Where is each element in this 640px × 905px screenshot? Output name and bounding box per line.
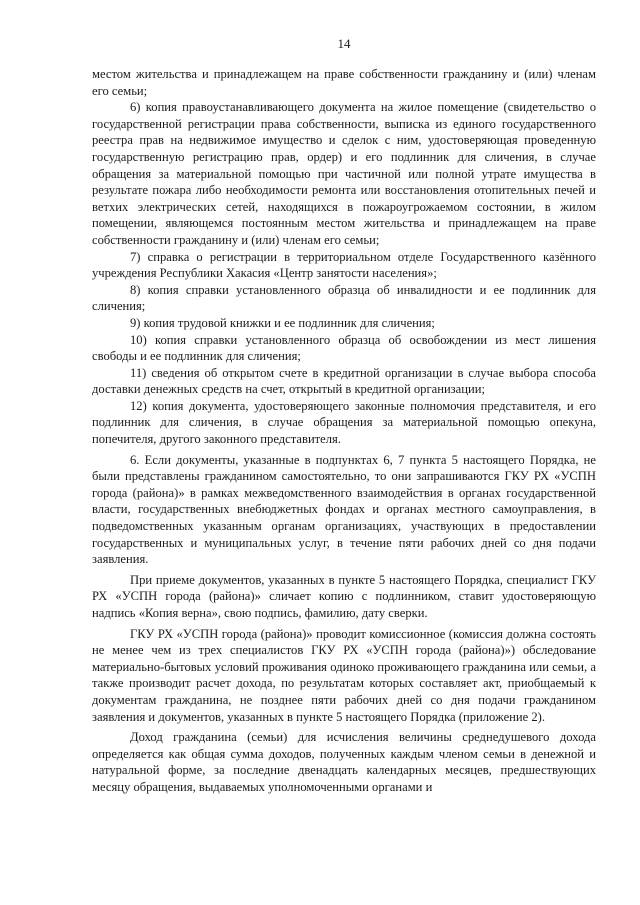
list-item-6: 6) копия правоустанавливающего документа на жилое помещение (свидетельство о государственной регистрации права собственности, выписка из единого государственного реестра прав на недвижимое имущество и сделок с ним, удостоверяющая проведенную государственную регистрацию прав, ордер) и его подлинник для сличения, в случае обращения за материальной помощью при частичной или полной утрате имущества в результате пожара либо необходимости ремонта или восстановления отопительных печей и ветхих электрических сетей, находящихся в пожароугрожаемом состоянии, в жилом помещении, являющемся постоянным местом жительства и принадлежащем на праве собственности гражданину и (или) членам его семьи; xyxy=(92,100,596,247)
paragraph-continuation: местом жительства и принадлежащем на праве собственности гражданину и (или) членам его семьи; xyxy=(92,67,596,98)
list-item-8: 8) копия справки установленного образца об инвалидности и ее подлинник для сличения; xyxy=(92,282,596,314)
list-item-11: 11) сведения об открытом счете в кредитной организации в случае выбора способа доставки денежных средств на счет, открытый в кредитной организации; xyxy=(92,365,596,397)
list-item-12: 12) копия документа, удостоверяющего законные полномочия представителя, и его подлинник для сличения, в случае обращения за материальной помощью опекуна, попечителя, другого законного представителя. xyxy=(92,398,596,447)
paragraph-document-check: При приеме документов, указанных в пункте 5 настоящего Порядка, специалист ГКУ РХ «УСПН города (района)» сличает копию с подлинником, ставит удостоверяющую надпись «Копия верна», свою подпись, фамилию, дату сверки. xyxy=(92,572,596,620)
list-item-7: 7) справка о регистрации в территориальном отделе Государственного казённого учреждения Республики Хакасия «Центр занятости населения»; xyxy=(92,249,596,281)
paragraph-income: Доход гражданина (семьи) для исчисления величины среднедушевого дохода определяется как общая сумма доходов, полученных каждым членом семьи в денежной и натуральной форме, за последние двенадцать календарных месяцев, предшествующих месяцу обращения, выдаваемых уполномоченными органами и xyxy=(92,730,596,794)
list-item-9: 9) копия трудовой книжки и ее подлинник для сличения; xyxy=(130,315,435,330)
clause-6: 6. Если документы, указанные в подпунктах 6, 7 пункта 5 настоящего Порядка, не были представлены гражданином самостоятельно, то они запрашиваются ГКУ РХ «УСПН города (района)» в рамках межведомственного взаимодействия в органах государственной власти, государственных внебюджетных фондах и органах местного самоуправления, в подведомственных указанным органам организациях, участвующих в предоставлении государственных и муниципальных услуг, в течение пяти рабочих дней со дня подачи заявления. xyxy=(92,452,596,567)
list-item-10: 10) копия справки установленного образца об освобождении из мест лишения свободы и ее подлинник для сличения; xyxy=(92,332,596,364)
page-number: 14 xyxy=(337,36,351,51)
paragraph-inspection: ГКУ РХ «УСПН города (района)» проводит комиссионное (комиссия должна состоять не менее чем из трех специалистов ГКУ РХ «УСПН города (района)») обследование материально-бытовых условий проживания одиноко проживающего гражданина или семьи, а также производит расчет дохода, по результатам которых составляет акт, приобщаемый к документам гражданина, не позднее пяти рабочих дней со дня подачи гражданином заявления и документов, указанных в пункте 5 настоящего Порядка (приложение 2). xyxy=(92,626,596,724)
